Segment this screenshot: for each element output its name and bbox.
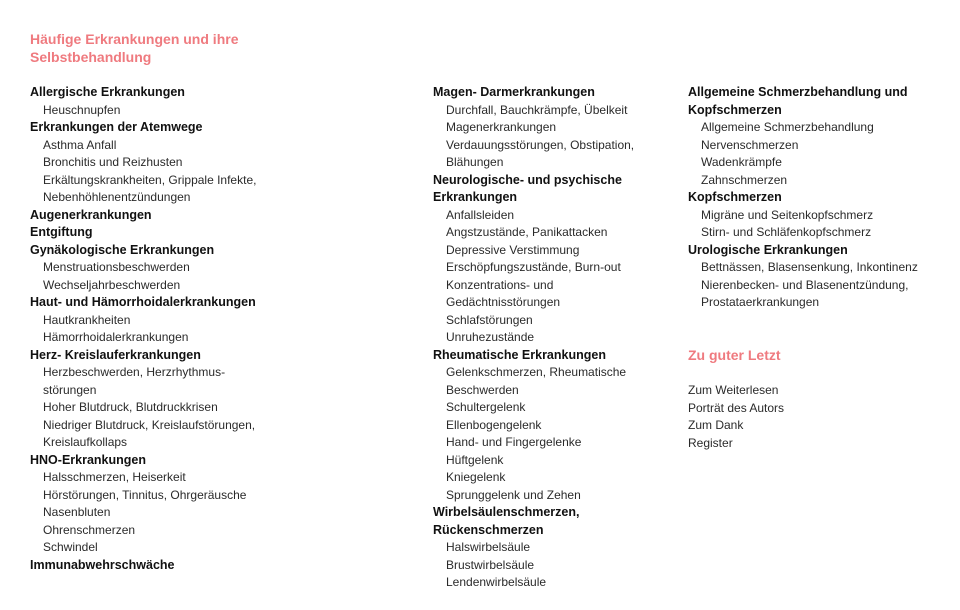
toc-entry[interactable]: Magenerkrankungen bbox=[446, 120, 557, 134]
category-heading: Herz- Kreislauferkrankungen bbox=[30, 347, 201, 362]
toc-entry[interactable]: Sprunggelenk und Zehen bbox=[446, 487, 581, 502]
toc-entry[interactable]: Hand- und Fingergelenke bbox=[446, 435, 582, 449]
category-heading: Erkrankungen der Atemwege bbox=[30, 120, 203, 134]
extras-list bbox=[688, 382, 938, 452]
extras-item[interactable]: Zum Weiterlesen bbox=[688, 383, 779, 397]
category-heading: Wirbelsäulenschmerzen, bbox=[433, 505, 580, 519]
toc-entry[interactable]: Asthma Anfall bbox=[43, 137, 117, 152]
toc-entry[interactable]: Heuschnupfen bbox=[43, 102, 121, 117]
toc-entry[interactable]: Schlafstörungen bbox=[446, 312, 533, 327]
toc-column-1 bbox=[30, 84, 360, 574]
toc-column-3 bbox=[688, 84, 938, 452]
category-heading: Erkrankungen bbox=[433, 190, 518, 204]
toc-entry[interactable]: Beschwerden bbox=[446, 382, 519, 397]
category-heading: Gynäkologische Erkrankungen bbox=[30, 242, 215, 257]
toc-entry[interactable]: Prostataerkrankungen bbox=[701, 295, 820, 309]
toc-entry[interactable]: Schwindel bbox=[43, 540, 98, 554]
toc-entry[interactable]: Bettnässen, Blasensenkung, Inkontinenz bbox=[701, 260, 918, 274]
category-heading: Kopfschmerzen bbox=[688, 190, 782, 204]
category-heading: HNO-Erkrankungen bbox=[30, 452, 146, 467]
toc-entry[interactable]: Nebenhöhlenentzündungen bbox=[43, 190, 191, 204]
toc-entry[interactable]: Halsschmerzen, Heiserkeit bbox=[43, 470, 186, 484]
toc-entry[interactable]: Wadenkrämpfe bbox=[701, 155, 782, 169]
toc-entry[interactable]: Allgemeine Schmerzbehandlung bbox=[701, 120, 874, 134]
toc-entry[interactable]: Lendenwirbelsäule bbox=[446, 575, 547, 589]
toc-entry[interactable]: Nierenbecken- und Blasenentzündung, bbox=[701, 277, 909, 292]
toc-entry[interactable]: Zahnschmerzen bbox=[701, 172, 788, 187]
category-heading: Allgemeine Schmerzbehandlung und bbox=[688, 85, 908, 99]
section-title-zu-guter-letzt: Zu guter Letzt bbox=[688, 346, 781, 363]
toc-entry[interactable]: störungen bbox=[43, 382, 97, 397]
category-heading: Rheumatische Erkrankungen bbox=[433, 347, 606, 362]
toc-entry[interactable]: Hautkrankheiten bbox=[43, 312, 131, 327]
toc-entry[interactable]: Stirn- und Schläfenkopfschmerz bbox=[701, 225, 872, 239]
toc-entry[interactable]: Brustwirbelsäule bbox=[446, 557, 535, 572]
toc-entry[interactable]: Anfallsleiden bbox=[446, 207, 515, 222]
category-heading: Allergische Erkrankungen bbox=[30, 85, 185, 99]
extras-item[interactable]: Porträt des Autors bbox=[688, 400, 785, 415]
page-title: Häufige Erkrankungen und ihre Selbstbehandlung bbox=[30, 31, 239, 65]
category-heading: Magen- Darmerkrankungen bbox=[433, 85, 595, 99]
category-heading: Kopfschmerzen bbox=[688, 102, 782, 117]
toc-entry[interactable]: Menstruationsbeschwerden bbox=[43, 260, 190, 274]
category-heading: Rückenschmerzen bbox=[433, 522, 544, 537]
category-heading: Neurologische- und psychische bbox=[433, 172, 622, 187]
toc-column-3-list bbox=[688, 84, 938, 312]
toc-entry[interactable]: Blähungen bbox=[446, 155, 504, 169]
toc-entry[interactable]: Durchfall, Bauchkrämpfe, Übelkeit bbox=[446, 102, 628, 117]
toc-entry[interactable]: Gedächtnisstörungen bbox=[446, 295, 561, 309]
toc-column-2 bbox=[433, 84, 673, 592]
toc-entry[interactable]: Hörstörungen, Tinnitus, Ohrgeräusche bbox=[43, 487, 247, 502]
toc-entry[interactable]: Depressive Verstimmung bbox=[446, 242, 580, 257]
category-heading: Immunabwehrschwäche bbox=[30, 557, 175, 572]
toc-entry[interactable]: Bronchitis und Reizhusten bbox=[43, 155, 183, 169]
toc-entry[interactable]: Unruhezustände bbox=[446, 330, 535, 344]
extras-item[interactable]: Zum Dank bbox=[688, 418, 744, 432]
toc-entry[interactable]: Hämorrhoidalerkrankungen bbox=[43, 330, 189, 344]
toc-entry[interactable]: Kreislaufkollaps bbox=[43, 435, 128, 449]
toc-entry[interactable]: Ohrenschmerzen bbox=[43, 522, 136, 537]
category-heading: Entgiftung bbox=[30, 225, 93, 239]
toc-entry[interactable]: Hüftgelenk bbox=[446, 452, 504, 467]
toc-entry[interactable]: Wechseljahrbeschwerden bbox=[43, 277, 181, 292]
toc-entry[interactable]: Schultergelenk bbox=[446, 400, 526, 414]
toc-entry[interactable]: Erkältungskrankheiten, Grippale Infekte, bbox=[43, 172, 257, 187]
category-heading: Haut- und Hämorrhoidalerkrankungen bbox=[30, 295, 256, 309]
toc-entry[interactable]: Migräne und Seitenkopfschmerz bbox=[701, 207, 874, 222]
toc-entry[interactable]: Verdauungsstörungen, Obstipation, bbox=[446, 137, 635, 152]
toc-entry[interactable]: Halswirbelsäule bbox=[446, 540, 531, 554]
toc-entry[interactable]: Angstzustände, Panikattacken bbox=[446, 225, 608, 239]
toc-entry[interactable]: Kniegelenk bbox=[446, 470, 506, 484]
category-heading: Urologische Erkrankungen bbox=[688, 242, 848, 257]
category-heading: Augenerkrankungen bbox=[30, 207, 152, 222]
toc-entry[interactable]: Nervenschmerzen bbox=[701, 137, 799, 152]
toc-entry[interactable]: Gelenkschmerzen, Rheumatische bbox=[446, 365, 627, 379]
toc-entry[interactable]: Niedriger Blutdruck, Kreislaufstörungen, bbox=[43, 417, 256, 432]
toc-entry[interactable]: Konzentrations- und bbox=[446, 277, 554, 292]
toc-entry[interactable]: Hoher Blutdruck, Blutdruckkrisen bbox=[43, 400, 218, 414]
toc-entry[interactable]: Nasenbluten bbox=[43, 505, 111, 519]
toc-entry[interactable]: Herzbeschwerden, Herzrhythmus- bbox=[43, 365, 226, 379]
toc-entry[interactable]: Erschöpfungszustände, Burn-out bbox=[446, 260, 621, 274]
toc-entry[interactable]: Ellenbogengelenk bbox=[446, 417, 542, 432]
extras-item[interactable]: Register bbox=[688, 435, 733, 450]
